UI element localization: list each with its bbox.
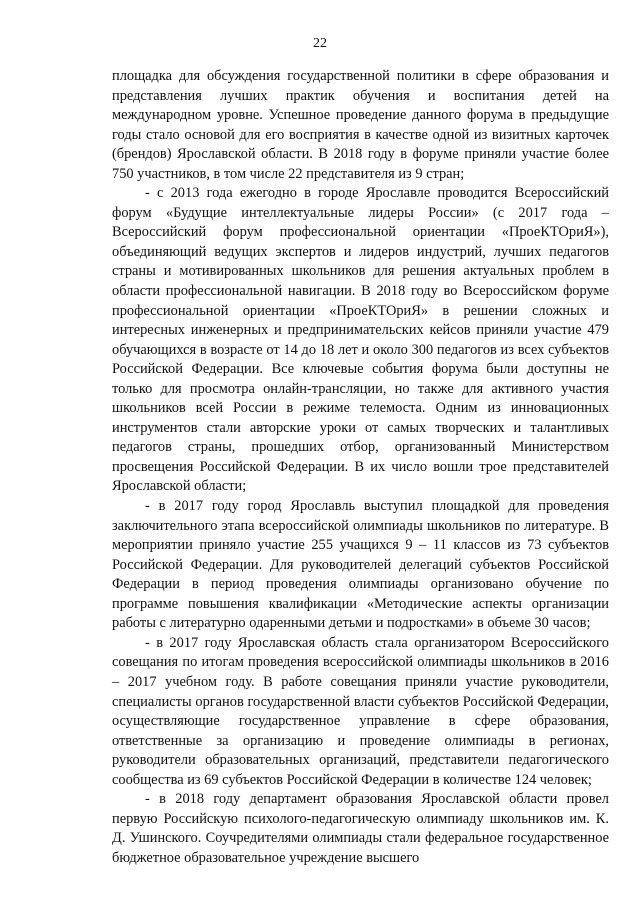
body-text <box>112 67 609 868</box>
page-number: 22 <box>313 36 327 51</box>
paragraph: площадка для обсуждения государственной политики в сфере образования и представления лучших практик обучения и воспитания детей на международном уровне. Успешное проведение данного форума в предыдущие годы стало основой для его восприятия в качестве одной из визитных карточек (брендов) Ярославской области. В 2018 году в форуме приняли участие более 750 участников, в том числе 22 представителя из 9 стран; <box>112 68 609 182</box>
paragraph: - с 2013 года ежегодно в городе Ярославле проводится Всероссийский форум «Будущие интеллектуальные лидеры России» (с 2017 года – Всероссийский форум профессиональной ориентации «ПроеКТОриЯ»), объединяющий ведущих экспертов и лидеров индустрий, лучших педагогов страны и мотивированных школьников для решения актуальных проблем в области профессиональной навигации. В 2018 году во Всероссийском форуме профессиональной ориентации «ПроеКТОриЯ» в решении сложных и интересных инженерных и предпринимательских кейсов приняли участие 479 обучающихся в возрасте от 14 до 18 лет и около 300 педагогов из всех субъектов Российской Федерации. Все ключевые события форума были доступны не только для просмотра онлайн-трансляции, но также для активного участия школьников всей России в режиме телемоста. Одним из инновационных инструментов стали авторские уроки от самых творческих и талантливых педагогов страны, прошедших отбор, организованный Министерством просвещения Российской Федерации. В их число вошли трое представителей Ярославской области; <box>112 185 609 495</box>
paragraph: - в 2017 году Ярославская область стала организатором Всероссийского совещания по итогам проведения всероссийской олимпиады школьников в 2016 – 2017 учебном году. В работе совещания приняли участие руководители, специалисты органов государственной власти субъектов Российской Федерации, осуществляющие государственное управление в сфере образования, ответственные за организацию и проведение олимпиады в регионах, руководители образовательных организаций, представители педагогического сообщества из 69 субъектов Российской Федерации в количестве 124 человек; <box>112 634 609 788</box>
paragraph: - в 2018 году департамент образования Ярославской области провел первую Российскую психолого-педагогическую олимпиаду школьников им. К. Д. Ушинского. Соучредителями олимпиады стали федеральное государственное бюджетное образовательное учреждение высшего <box>112 791 609 866</box>
paragraph: - в 2017 году город Ярославль выступил площадкой для проведения заключительного этапа всероссийской олимпиады школьников по литературе. В мероприятии приняло участие 255 учащихся 9 – 11 классов из 73 субъектов Российской Федерации. Для руководителей делегаций субъектов Российской Федерации в период проведения олимпиады организовано обучение по программе повышения квалификации «Методические аспекты организации работы с литературно одаренными детьми и подростками» в объеме 30 часов; <box>112 498 609 632</box>
